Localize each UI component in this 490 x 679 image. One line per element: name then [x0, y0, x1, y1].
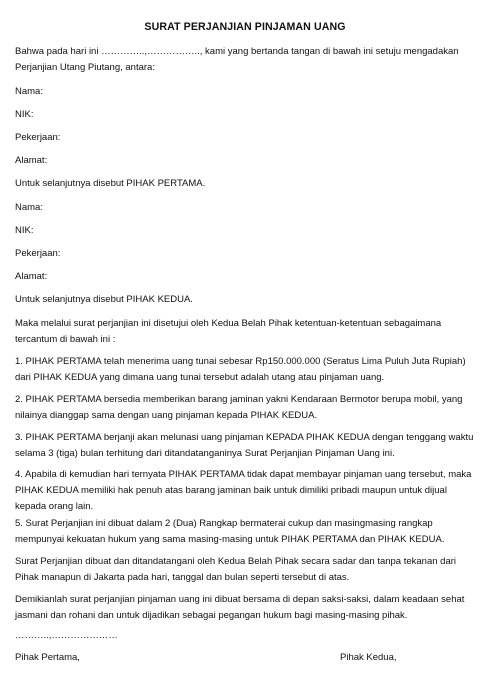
clause-3: 3. PIHAK PERTAMA berjanji akan melunasi uang pinjaman KEPADA PIHAK KEDUA dengan tenggang waktu selama 3 (tiga) bulan terhitung dari ditandatanganinya Surat Perjanjian Pinjaman Uang ini. [15, 432, 474, 459]
party2-job-label: Pekerjaan: [15, 248, 61, 259]
closing-paragraph-1: Surat Perjanjian dibuat dan ditandatangani oleh Kedua Belah Pihak secara sadar dan tanpa tekanan dari Pihak manapun di Jakarta pada hari, tanggal dan bulan seperti tersebut di atas. [15, 556, 457, 583]
party2-address-label: Alamat: [15, 271, 48, 282]
party1-name-label: Nama: [15, 86, 43, 97]
terms-intro: Maka melalui surat perjanjian ini disetujui oleh Kedua Belah Pihak ketentuan-ketentuan sebagaimana tercantum di bawah ini : [15, 318, 442, 345]
party1-address-label: Alamat: [15, 155, 48, 166]
clause-5: 5. Surat Perjanjian ini dibuat dalam 2 (Dua) Rangkap bermaterai cukup dan masingmasing rangkap mempunyai kekuatan hukum yang sama masing-masing untuk PIHAK PERTAMA dan PIHAK KEDUA. [15, 518, 445, 545]
signature-pihak-kedua: Pihak Kedua, [340, 652, 397, 663]
party2-nik-label: NIK: [15, 225, 34, 236]
party1-nik-label: NIK: [15, 109, 34, 120]
date-placeholder: ………..,………………… [15, 630, 118, 641]
party2-name-label: Nama: [15, 202, 43, 213]
document-title: SURAT PERJANJIAN PINJAMAN UANG [144, 21, 346, 33]
party1-job-label: Pekerjaan: [15, 132, 61, 143]
party2-designation: Untuk selanjutnya disebut PIHAK KEDUA. [15, 294, 193, 305]
clause-2: 2. PIHAK PERTAMA bersedia memberikan barang jaminan yakni Kendaraan Bermotor berupa mobil, yang nilainya dianggap sama dengan uang pinjaman kepada PIHAK KEDUA. [15, 394, 463, 421]
clause-1: 1. PIHAK PERTAMA telah menerima uang tunai sebesar Rp150.000.000 (Seratus Lima Puluh Juta Rupiah) dari PIHAK KEDUA yang dimana uang tunai tersebut adalah utang atau pinjaman uang. [15, 356, 466, 383]
party1-designation: Untuk selanjutnya disebut PIHAK PERTAMA. [15, 178, 206, 189]
intro-paragraph: Bahwa pada hari ini …………..,…………….., kami yang bertanda tangan di bawah ini setuju mengadakan Perjanjian Utang Piutang, antara: [15, 46, 459, 73]
signature-pihak-pertama: Pihak Pertama, [15, 652, 80, 663]
clause-4: 4. Apabila di kemudian hari ternyata PIHAK PERTAMA tidak dapat membayar pinjaman uang tersebut, maka PIHAK KEDUA memiliki hak penuh atas barang jaminan baik untuk dimiliki pribadi maupun untuk dijual kepada orang lain. [15, 469, 472, 512]
closing-paragraph-2: Demikianlah surat perjanjian pinjaman uang ini dibuat bersama di depan saksi-saksi, dalam keadaan sehat jasmani dan rohani dan untuk dijadikan sebagai pegangan hukum bagi masing-masing pihak. [15, 594, 465, 621]
